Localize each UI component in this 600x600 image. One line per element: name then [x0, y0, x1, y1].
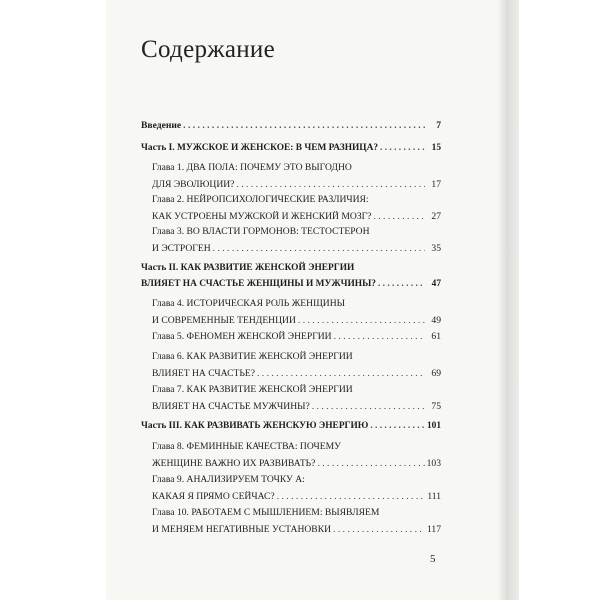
toc-entry-intro: Введение . . . 7 — [141, 119, 441, 132]
page-ref: 101 — [426, 421, 441, 431]
page-ref: 69 — [431, 368, 441, 379]
page-ref: 15 — [431, 143, 441, 153]
toc-entry-chapter-7: Глава 7. КАК РАЗВИТИЕ ЖЕНСКОЙ ЭНЕРГИИ ВЛИЯЕТ НА СЧАСТЬЕ МУЖЧИНЫ? . . . 75 — [152, 383, 441, 413]
page-ref: 17 — [431, 179, 441, 190]
page-ref: 47 — [431, 279, 441, 289]
toc-entry-part-3: Часть III. КАК РАЗВИВАТЬ ЖЕНСКУЮ ЭНЕРГИЮ . . . 101 — [141, 420, 441, 433]
toc-entry-part-2: Часть II. КАК РАЗВИТИЕ ЖЕНСКОЙ ЭНЕРГИИ ВЛИЯЕТ НА СЧАСТЬЕ ЖЕНЩИНЫ И МУЖЧИНЫ? . . . 47 — [141, 262, 441, 291]
toc-entry-chapter-6: Глава 6. КАК РАЗВИТИЕ ЖЕНСКОЙ ЭНЕРГИИ ВЛИЯЕТ НА СЧАСТЬЕ? . . . 69 — [152, 350, 441, 380]
page-ref: 7 — [436, 120, 441, 131]
page-title: Содержание — [141, 36, 275, 63]
page-ref: 49 — [431, 315, 441, 326]
page-ref: 117 — [426, 524, 441, 535]
toc-entry-chapter-3: Глава 3. ВО ВЛАСТИ ГОРМОНОВ: ТЕСТОСТЕРОН И ЭСТРОГЕН . . . 35 — [152, 225, 441, 255]
page-ref: 35 — [431, 243, 441, 254]
page-ref: 61 — [431, 331, 441, 342]
scan-margin — [519, 0, 600, 600]
page-gutter-shadow — [499, 0, 519, 600]
page-ref: 111 — [427, 491, 441, 502]
page-ref: 75 — [431, 401, 441, 412]
toc-entry-part-1: Часть I. МУЖСКОЕ И ЖЕНСКОЕ: В ЧЕМ РАЗНИЦА? . . . 15 — [141, 142, 441, 155]
toc-entry-chapter-8: Глава 8. ФЕМИННЫЕ КАЧЕСТВА: ПОЧЕМУ ЖЕНЩИНЕ ВАЖНО ИХ РАЗВИВАТЬ? . . . 103 — [152, 440, 441, 470]
toc-entry-chapter-2: Глава 2. НЕЙРОПСИХОЛОГИЧЕСКИЕ РАЗЛИЧИЯ: КАК УСТРОЕНЫ МУЖСКОЙ И ЖЕНСКИЙ МОЗГ? . . . 27 — [152, 193, 441, 223]
page-ref: 27 — [431, 211, 441, 222]
toc-entry-chapter-10: Глава 10. РАБОТАЕМ С МЫШЛЕНИЕМ: ВЫЯВЛЯЕМ И МЕНЯЕМ НЕГАТИВНЫЕ УСТАНОВКИ . . . 117 — [152, 506, 441, 536]
toc-entry-chapter-1: Глава 1. ДВА ПОЛА: ПОЧЕМУ ЭТО ВЫГОДНО ДЛЯ ЭВОЛЮЦИИ? . . . 17 — [152, 161, 441, 191]
page-ref: 103 — [426, 458, 441, 469]
toc-entry-chapter-5: Глава 5. ФЕНОМЕН ЖЕНСКОЙ ЭНЕРГИИ . . . 61 — [152, 330, 441, 343]
toc-entry-chapter-4: Глава 4. ИСТОРИЧЕСКАЯ РОЛЬ ЖЕНЩИНЫ И СОВРЕМЕННЫЕ ТЕНДЕНЦИИ . . . 49 — [152, 297, 441, 327]
toc-entry-chapter-9: Глава 9. АНАЛИЗИРУЕМ ТОЧКУ А: КАКАЯ Я ПРЯМО СЕЙЧАС? . . . 111 — [152, 473, 441, 503]
page-number: 5 — [430, 553, 436, 565]
